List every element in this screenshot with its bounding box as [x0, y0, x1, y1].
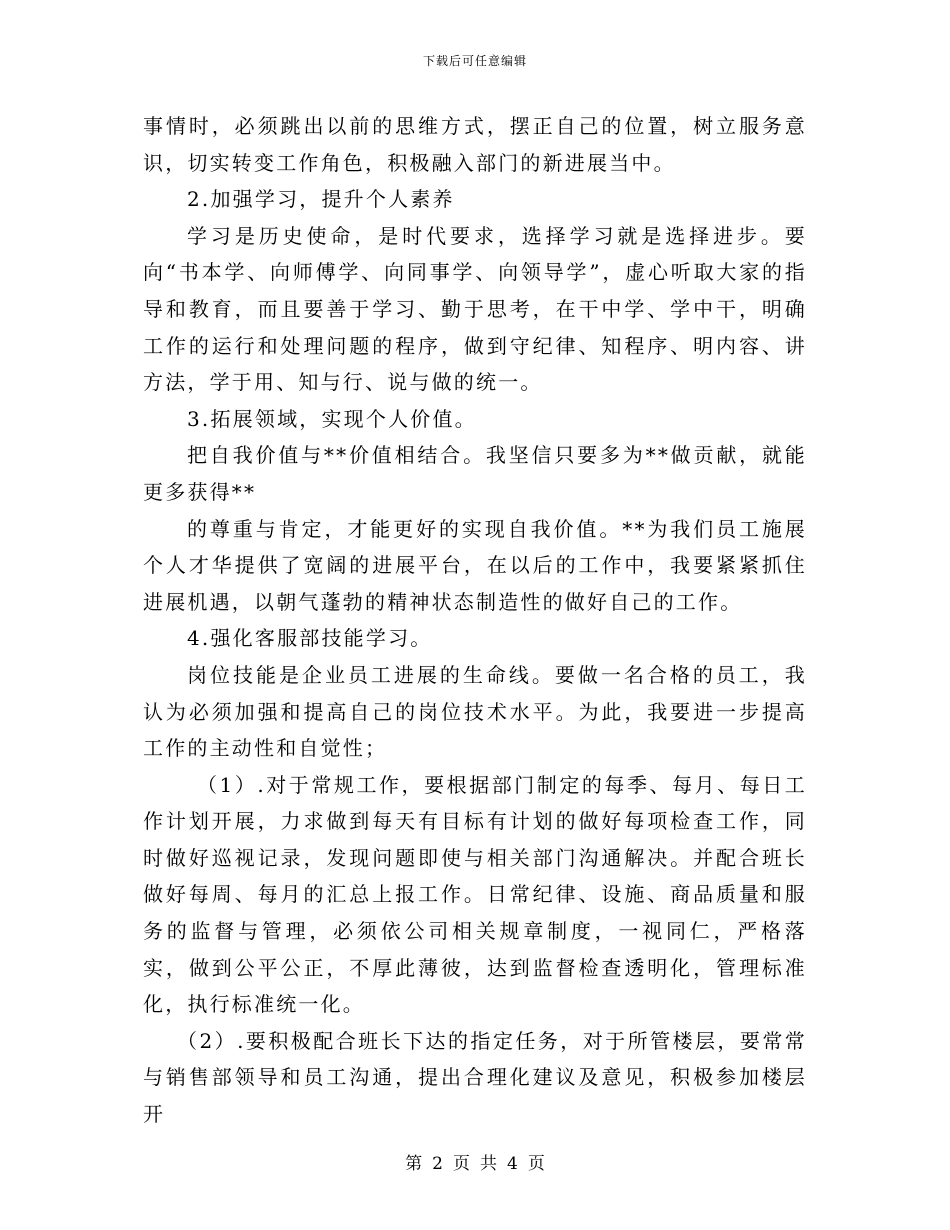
page-total: 4 [507, 1154, 518, 1174]
document-body [143, 108, 807, 1133]
page-label: 第 [405, 1154, 423, 1174]
section-heading-3: 3.拓展领域，实现个人价值。 [187, 406, 477, 431]
list-item-2: （2）.要积极配合班长下达的指定任务，对于所管楼层，要常常与销售部领导和员工沟通，提出合理化建议及意见，积极参加楼层开 [143, 1028, 807, 1127]
total-unit: 页 [527, 1154, 545, 1174]
list-item-1: （1）.对于常规工作，要根据部门制定的每季、每月、每日工作计划开展，力求做到每天有目标有计划的做好每项检查工作，同时做好巡视记录，发现问题即使与相关部门沟通解决。并配合班长做好每周、每月的汇总上报工作。日常纪律、设施、商品质量和服务的监督与管理，必须依公司相关规章制度，一视同仁，严格落实，做到公平公正，不厚此薄彼，达到监督检查透明化，管理标准化，执行标准统一化。 [143, 772, 807, 1017]
total-label: 共 [480, 1154, 497, 1174]
page-current: 2 [432, 1154, 443, 1174]
paragraph-learning: 学习是历史使命，是时代要求，选择学习就是选择进步。要向“书本学、向师傅学、向同事学、向领导学”，虚心听取大家的指导和教育，而且要善于学习、勤于思考，在干中学、学中干，明确工作的运行和处理问题的程序，做到守纪律、知程序、明内容、讲方法，学于用、知与行、说与做的统一。 [143, 223, 807, 395]
paragraph-self-value: 把自我价值与**价值相结合。我坚信只要多为**做贡献，就能更多获得** [143, 443, 807, 504]
paragraph-skills: 岗位技能是企业员工进展的生命线。要做一名合格的员工，我认为必须加强和提高自己的岗位技术水平。为此，我要进一步提高工作的主动性和自觉性； [143, 662, 807, 761]
page-unit: 页 [453, 1154, 470, 1174]
paragraph-respect: 的尊重与肯定，才能更好的实现自我价值。**为我们员工施展个人才华提供了宽阔的进展平台，在以后的工作中，我要紧紧抓住进展机遇，以朝气蓬勃的精神状态制造性的做好自己的工作。 [143, 516, 807, 614]
section-heading-4: 4.强化客服部技能学习。 [187, 626, 433, 651]
page-header: 下载后可任意编辑 [422, 54, 527, 68]
section-heading-2: 2.加强学习，提升个人素养 [187, 187, 455, 212]
page-footer [0, 1152, 950, 1176]
paragraph-continuation: 事情时，必须跳出以前的思维方式，摆正自己的位置，树立服务意识，切实转变工作角色，积极融入部门的新进展当中。 [143, 114, 807, 175]
